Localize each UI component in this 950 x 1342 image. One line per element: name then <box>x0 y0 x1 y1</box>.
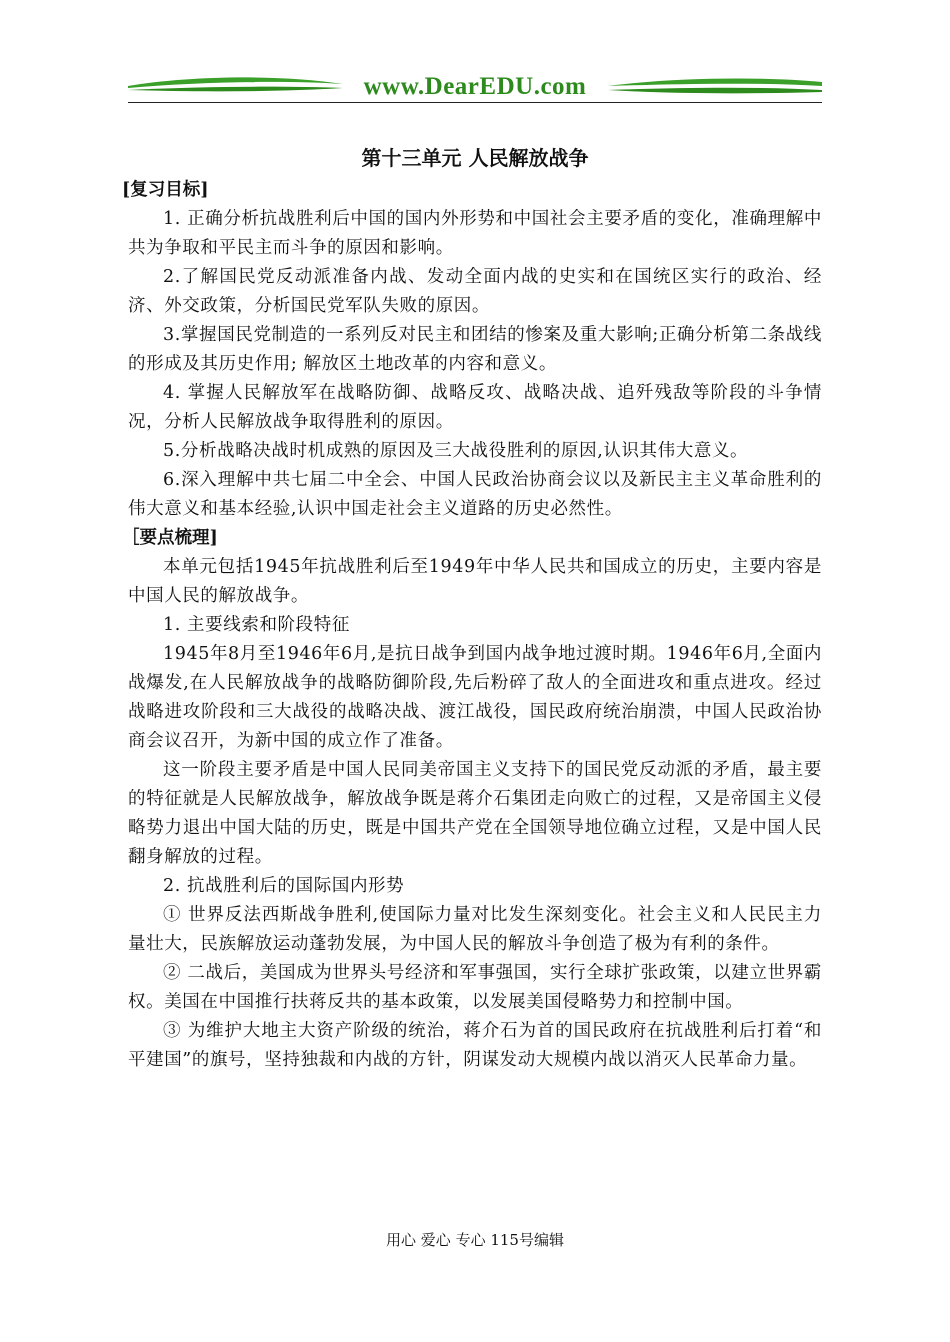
document-title: 第十三单元 人民解放战争 <box>361 146 589 170</box>
page-footer: 用心 爱心 专心 115号编辑 <box>386 1231 564 1249</box>
document-body <box>122 140 822 1075</box>
point-paragraph: 这一阶段主要矛盾是中国人民同美帝国主义支持下的国民党反动派的矛盾，最主要的特征就是人民解放战争，解放战争既是蒋介石集团走向败亡的过程，又是帝国主义侵略势力退出中国大陆的历史，既是中国共产党在全国领导地位确立过程，又是中国人民翻身解放的过程。 <box>128 760 822 867</box>
goal-paragraph: 6.深入理解中共七届二中全会、中国人民政治协商会议以及新民主主义革命胜利的伟大意义和基本经验,认识中国走社会主义道路的历史必然性。 <box>128 470 822 519</box>
site-logo-text: www.DearEDU.com <box>363 73 587 100</box>
site-logo-banner <box>128 72 822 102</box>
point-paragraph: 1945年8月至1946年6月,是抗日战争到国内战争地过渡时期。1946年6月,全面内战爆发,在人民解放战争的战略防御阶段,先后粉碎了敌人的全面进攻和重点进攻。经过战略进攻阶段和三大战役的战略决战、渡江战役，国民政府统治崩溃，中国人民政治协商会议召开，为新中国的成立作了准备。 <box>128 644 822 751</box>
point-subheading: 1. 主要线索和阶段特征 <box>163 615 350 635</box>
goal-paragraph: 3.掌握国民党制造的一系列反对民主和团结的惨案及重大影响;正确分析第二条战线的形成及其历史作用; 解放区土地改革的内容和意义。 <box>128 325 822 374</box>
goal-paragraph: 5.分析战略决战时机成熟的原因及三大战役胜利的原因,认识其伟大意义。 <box>163 441 749 461</box>
section-heading-key-points: ［要点梳理] <box>122 528 218 548</box>
point-paragraph: ① 世界反法西斯战争胜利,使国际力量对比发生深刻变化。社会主义和人民民主力量壮大，民族解放运动蓬勃发展，为中国人民的解放斗争创造了极为有利的条件。 <box>128 905 822 954</box>
header-rule <box>128 102 822 103</box>
goal-paragraph: 4. 掌握人民解放军在战略防御、战略反攻、战略决战、追歼残敌等阶段的斗争情况，分析人民解放战争取得胜利的原因。 <box>128 383 822 432</box>
section-heading-review-goals: [复习目标] <box>122 180 209 200</box>
point-paragraph: ③ 为维护大地主大资产阶级的统治，蒋介石为首的国民政府在抗战胜利后打着“和平建国”的旗号，坚持独裁和内战的方针，阴谋发动大规模内战以消灭人民革命力量。 <box>128 1021 822 1070</box>
goal-paragraph: 1. 正确分析抗战胜利后中国的国内外形势和中国社会主要矛盾的变化，准确理解中共为争取和平民主而斗争的原因和影响。 <box>128 209 822 258</box>
point-paragraph: ② 二战后，美国成为世界头号经济和军事强国，实行全球扩张政策，以建立世界霸权。美国在中国推行扶蒋反共的基本政策，以发展美国侵略势力和控制中国。 <box>128 963 822 1012</box>
point-subheading: 2. 抗战胜利后的国际国内形势 <box>163 876 405 896</box>
goal-paragraph: 2.了解国民党反动派准备内战、发动全面内战的史实和在国统区实行的政治、经济、外交政策，分析国民党军队失败的原因。 <box>128 267 822 316</box>
point-paragraph: 本单元包括1945年抗战胜利后至1949年中华人民共和国成立的历史，主要内容是中国人民的解放战争。 <box>128 557 822 606</box>
